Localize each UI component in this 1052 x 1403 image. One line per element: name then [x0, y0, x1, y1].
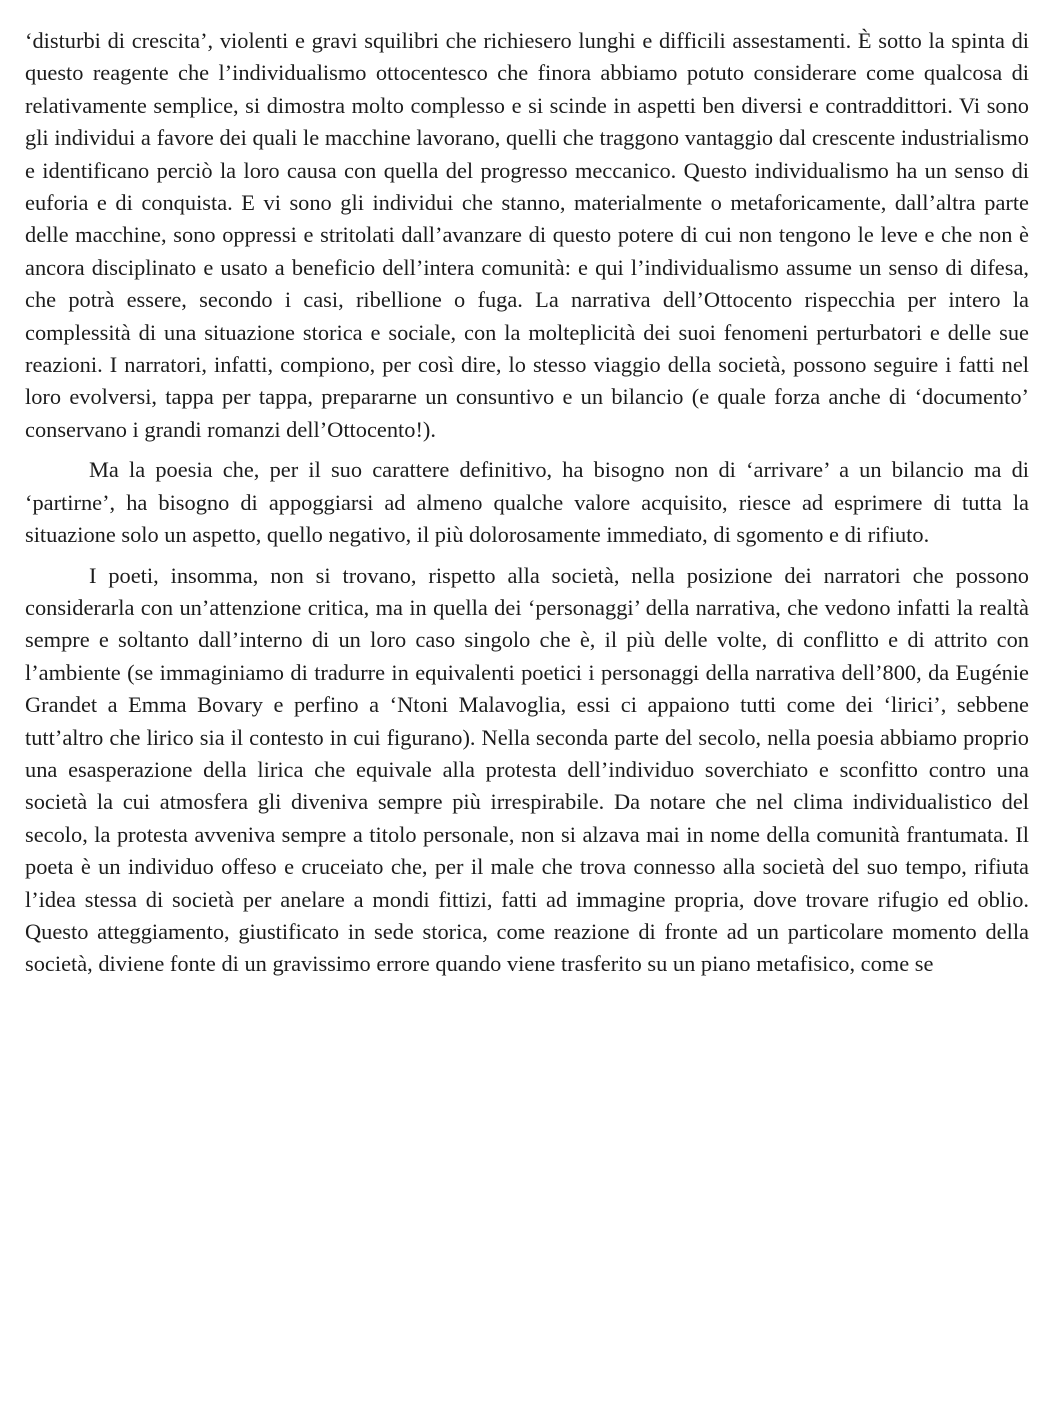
paragraph-2: Ma la poesia che, per il suo carattere definitivo, ha bisogno non di ‘arrivare’ a un bilancio ma di ‘partirne’, ha bisogno di appoggiarsi ad almeno qualche valore acquisito, riesce ad esprimere di tutta la situazione solo un aspetto, quello negativo, il più dolorosamente immediato, di sgomento e di rifiuto. [25, 457, 1029, 548]
paragraph-3: I poeti, insomma, non si trovano, rispetto alla società, nella posizione dei narratori che possono considerarla con un’attenzione critica, ma in quella dei ‘personaggi’ della narrativa, che vedono infatti la realtà sempre e soltanto dall’interno di un loro caso singolo che è, il più delle volte, di conflitto e di attrito con l’ambiente (se immaginiamo di tradurre in equivalenti poetici i personaggi della narrativa dell’800, da Eugénie Grandet a Emma Bovary e perfino a ‘Ntoni Malavoglia, essi ci appaiono tutti come dei ‘lirici’, sebbene tutt’altro che lirico sia il contesto in cui figurano). Nella seconda parte del secolo, nella poesia abbiamo proprio una esasperazione della lirica che equivale alla protesta dell’individuo soverchiato e sconfitto contro una società la cui atmosfera gli diveniva sempre più irrespirabile. Da notare che nel clima individualistico del secolo, la protesta avveniva sempre a titolo personale, non si alzava mai in nome della comunità frantumata. Il poeta è un individuo offeso e cruceiato che, per il male che trova connesso alla società del suo tempo, rifiuta l’idea stessa di società per anelare a mondi fittizi, fatti ad immagine propria, dove trovare rifugio ed oblio. Questo atteggiamento, giustificato in sede storica, come reazione di fronte ad un particolare momento della società, diviene fonte di un gravissimo errore quando viene trasferito su un piano metafisico, come se [25, 562, 1029, 977]
document-page [25, 25, 1029, 981]
paragraph-1: ‘disturbi di crescita’, violenti e gravi squilibri che richiesero lunghi e difficili assestamenti. È sotto la spinta di questo reagente che l’individualismo ottocentesco che finora abbiamo potuto considerare come qualcosa di relativamente semplice, si dimostra molto complesso e si scinde in aspetti ben diversi e contraddittori. Vi sono gli individui a favore dei quali le macchine lavorano, quelli che traggono vantaggio dal crescente industrialismo e identificano perciò la loro causa con quella del progresso meccanico. Questo individualismo ha un senso di euforia e di conquista. E vi sono gli individui che stanno, materialmente o metaforicamente, dall’altra parte delle macchine, sono oppressi e stritolati dall’avanzare di questo potere di cui non tengono le leve e che non è ancora disciplinato e usato a beneficio dell’intera comunità: e qui l’individualismo assume un senso di difesa, che potrà essere, secondo i casi, ribellione o fuga. La narrativa dell’Ottocento rispecchia per intero la complessità di una situazione storica e sociale, con la molteplicità dei suoi fenomeni perturbatori e delle sue reazioni. I narratori, infatti, compiono, per così dire, lo stesso viaggio della società, possono seguire i fatti nel loro evolversi, tappa per tappa, prepararne un consuntivo e un bilancio (e quale forza anche di ‘documento’ conservano i grandi romanzi dell’Ottocento!). [25, 28, 1029, 442]
